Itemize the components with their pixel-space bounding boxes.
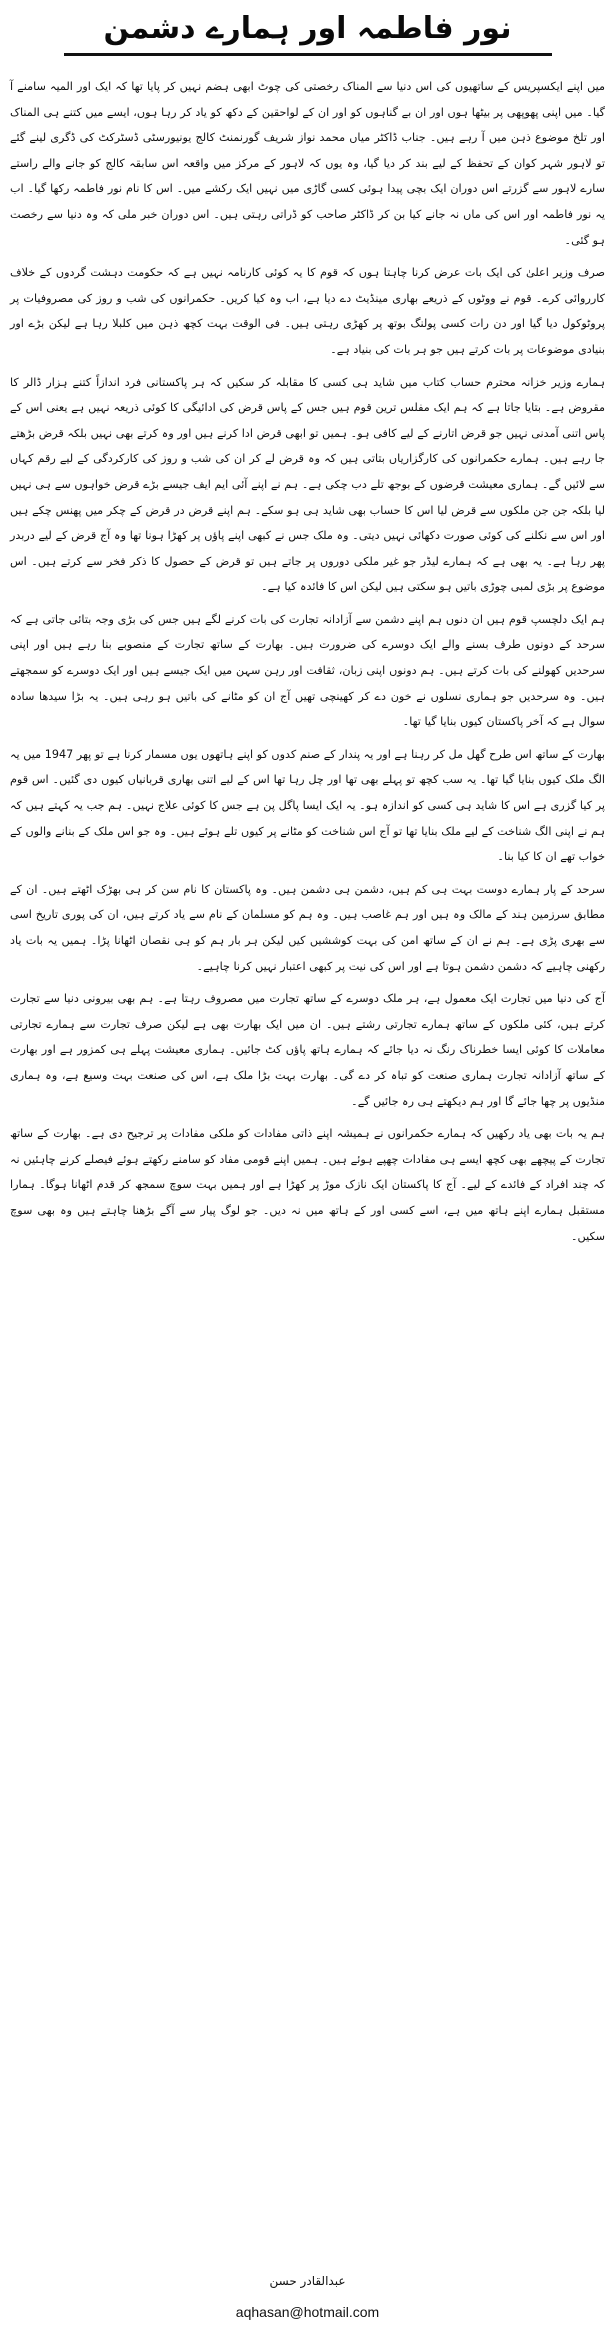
author-name: عبدالقادر حسن [269, 2274, 346, 2288]
paragraph-3: ہمارے وزیر خزانہ محترم حساب کتاب میں شاید ہی کسی کا مقابلہ کر سکیں کہ ہر پاکستانی فرد اندازاً کتنے ہزار ڈالر کا مقروض ہے۔ بتایا جاتا ہے کہ ہم ایک مفلس ترین قوم ہیں جس کے پاس قرض کی ادائیگی کا کوئی ذریعہ نہیں ہے یعنی اس کے پاس اتنی آمدنی نہیں جو قرض اتارنے کے لیے کافی ہو۔ ہمیں تو ابھی قرض ادا کرنے ہیں اور وہ کرتے بھی نہیں بلکہ قرض بڑھتے جا رہے ہیں۔ ہمارے حکمرانوں کی کارگزاریاں بتاتی ہیں کہ وہ قرض لے کر ان کی شب و روز کی کارکردگی کے لیے رقم کہاں سے لائیں گے۔ ہماری معیشت قرضوں کے بوجھ تلے دب چکی ہے۔ ہم نے اپنے آئی ایم ایف جیسے بڑے قرض خواہوں سے ہی نہیں لیا بلکہ جن جن ملکوں سے قرض لیا اس کا حساب بھی شاید ہی ہو سکے۔ ہم اپنے قرض در قرض کے چکر میں پھنس چکے ہیں اور اس سے نکلنے کی کوئی صورت دکھائی نہیں دیتی۔ وہ ملک جس نے کبھی اپنے پاؤں پر کھڑا ہونا تھا وہ آج قرض کے لیے دربدر پھر رہا ہے۔ یہ بھی ہے کہ ہمارے لیڈر جو غیر ملکی دوروں پر جاتے ہیں تو قرض کے حصول کا ذکر فخر سے کرتے ہیں۔ اس موضوع پر بڑی لمبی چوڑی باتیں ہو سکتی ہیں لیکن اس کا فائدہ کیا ہے۔ [10, 375, 605, 594]
paragraph-7: آج کی دنیا میں تجارت ایک معمول ہے، ہر ملک دوسرے کے ساتھ تجارت میں مصروف رہتا ہے۔ ہم بھی بیرونی دنیا سے تجارت کرتے ہیں، کئی ملکوں کے ساتھ ہمارے تجارتی رشتے ہیں۔ ان میں ایک بھارت بھی ہے لیکن صرف تجارت سے ہمارے تجارتی معاملات کا کوئی ایسا خطرناک رنگ نہ دیا جائے کہ ہمارے ہاتھ پاؤں کٹ جائیں۔ ہماری معیشت پہلے ہی کمزور ہے اور بھارت کے ساتھ آزادانہ تجارت ہماری صنعت کو تباہ کر دے گی۔ بھارت بہت بڑا ملک ہے، اس کی صنعت بہت وسیع ہے، وہ ہماری منڈیوں پر چھا جائے گا اور ہم دیکھتے ہی رہ جائیں گے۔ [10, 992, 605, 1108]
title-area [10, 0, 605, 64]
column-title: نور فاطمہ اور ہمارے دشمن [64, 9, 552, 56]
paragraph-8: ہم یہ بات بھی یاد رکھیں کہ ہمارے حکمرانوں نے ہمیشہ اپنے ذاتی مفادات کو ملکی مفادات پر ترجیح دی ہے۔ بھارت کے ساتھ تجارت کے پیچھے بھی کچھ ایسے ہی مفادات چھپے ہوئے ہیں۔ ہمیں اپنے قومی مفاد کو سامنے رکھتے ہوئے فیصلے کرنے چاہئیں نہ کہ چند افراد کے فائدے کے لیے۔ آج کا پاکستان ایک نازک موڑ پر کھڑا ہے اور ہمیں بہت سوچ سمجھ کر قدم اٹھانا ہوگا۔ ہمارا مستقبل ہمارے اپنے ہاتھ میں ہے، اسے کسی اور کے ہاتھ میں نہ دیں۔ جو لوگ پیار سے آگے بڑھنا چاہتے ہیں وہ بھی سوچ سکیں۔ [10, 1127, 605, 1243]
byline [0, 2270, 615, 2324]
paragraph-4: ہم ایک دلچسپ قوم ہیں ان دنوں ہم اپنے دشمن سے آزادانہ تجارت کی بات کرنے لگے ہیں جس کی بڑی وجہ بتائی جاتی ہے کہ سرحد کے دونوں طرف بسنے والے ایک دوسرے کی ضرورت ہیں۔ بھارت کے ساتھ تجارت کے منصوبے بنا رہے ہیں اور اپنی سرحدیں کھولنے کی بات کرتے ہیں۔ ہم دونوں اپنی زبان، ثقافت اور رہن سہن میں ایک جیسے ہیں اور ایک دوسرے کو سمجھتے ہیں۔ وہ سرحدیں جو ہماری نسلوں نے خون دے کر کھینچی تھیں آج ان کو مٹانے کی باتیں ہو رہی ہیں۔ یہ بڑا سیدھا سادہ سوال ہے کہ آخر پاکستان کیوں بنایا گیا تھا۔ [10, 612, 605, 729]
article-body [10, 74, 605, 1249]
paragraph-1: میں اپنے ایکسپریس کے ساتھیوں کی اس دنیا سے المناک رخصتی کی چوٹ ابھی ہضم نہیں کر پایا تھا کہ ایک اور المیہ سامنے آ گیا۔ میں اپنی پھوپھی پر بیٹھا ہوں اور ان بے گناہوں کو اور ان کے لواحقین کے دکھ کو یاد کر رہا ہوں، ایسے میں کتنے ہی المناک اور تلخ موضوع ذہن میں آ رہے ہیں۔ جناب ڈاکٹر میاں محمد نواز شریف گورنمنٹ کالج یونیورسٹی ڈسٹرکٹ کی ڈگری لینے گئے تو لاہور شہر کوان کے تحفظ کے لیے بند کر دیا گیا، وہ یوں کہ لاہور کے مرکز میں واقعہ اس سابقہ کالج کو جانے والے راستے سارے لاہور سے گزرتے اس دوران ایک بچی پیدا ہوئی کسی گاڑی میں نہیں ایک رکشے میں۔ اس کا نام نور فاطمہ رکھا گیا۔ اب یہ نور فاطمہ اور اس کی ماں نہ جانے کیا بن کر ڈاکٹر صاحب کو ڈراتی رہتی ہیں۔ اس دوران خبر ملی کہ وہ دنیا سے رخصت ہو گئی۔ [10, 80, 605, 247]
author-email: aqhasan@hotmail.com [235, 2304, 380, 2320]
paragraph-2: صرف وزیر اعلیٰ کی ایک بات عرض کرنا چاہتا ہوں کہ قوم کا یہ کوئی کارنامہ نہیں ہے کہ حکومت دہشت گردوں کے خلاف کارروائی کرے۔ قوم نے ووٹوں کے ذریعے بھاری مینڈیٹ دے دیا ہے، اب وہ کیا کریں۔ حکمرانوں کی شب و روز کی مصروفیات پر پروٹوکول دیا گیا اور دن رات کسی پولنگ بوتھ پر کھڑی رہتی ہیں۔ فی الوقت بہت کچھ ذہن میں کلبلا رہا ہے لیکن بڑے اور بنیادی موضوعات پر بات کرتے ہیں جو ہر بات کی بنیاد ہے۔ [10, 266, 605, 356]
paragraph-5: بھارت کے ساتھ اس طرح گھل مل کر رہنا ہے اور یہ پندار کے صنم کدوں کو اپنے ہاتھوں یوں مسمار کرنا ہے تو پھر 1947 میں یہ الگ ملک کیوں بنایا گیا تھا۔ یہ سب کچھ تو پہلے بھی تھا اور چل رہا تھا اس کے لیے اتنی بھاری قربانیاں کیوں دی گئیں۔ اس قوم پر کیا گزری ہے اس کا شاید ہی کسی کو اندازہ ہو۔ یہ ایک ایسا پاگل پن ہے جس کا کوئی علاج نہیں۔ ہم جب یہ کہتے ہیں کہ ہم نے اپنی الگ شناخت کے لیے ملک بنایا تھا تو آج اس شناخت کو مٹانے پر کیوں تلے ہوئے ہیں۔ وہ جو اس ملک کے بنانے والوں کے خواب تھے ان کا کیا بنا۔ [10, 747, 605, 864]
paragraph-6: سرحد کے پار ہمارے دوست بہت ہی کم ہیں، دشمن ہی دشمن ہیں۔ وہ پاکستان کا نام سن کر ہی بھڑک اٹھتے ہیں۔ ان کے مطابق سرزمین ہند کے مالک وہ ہیں اور ہم غاصب ہیں۔ وہ ہم کو مسلمان کے نام سے یاد کرتے ہیں، ان کی پوری تاریخ اسی سے بھری پڑی ہے۔ ہم نے ان کے ساتھ امن کی بہت کوششیں کیں لیکن ہر بار ہم کو ہی نقصان اٹھانا پڑا۔ ہمیں یہ بات یاد رکھنی چاہیے کہ دشمن دشمن ہوتا ہے اور اس کی نیت پر کبھی اعتبار نہیں کرنا چاہیے۔ [10, 882, 605, 973]
